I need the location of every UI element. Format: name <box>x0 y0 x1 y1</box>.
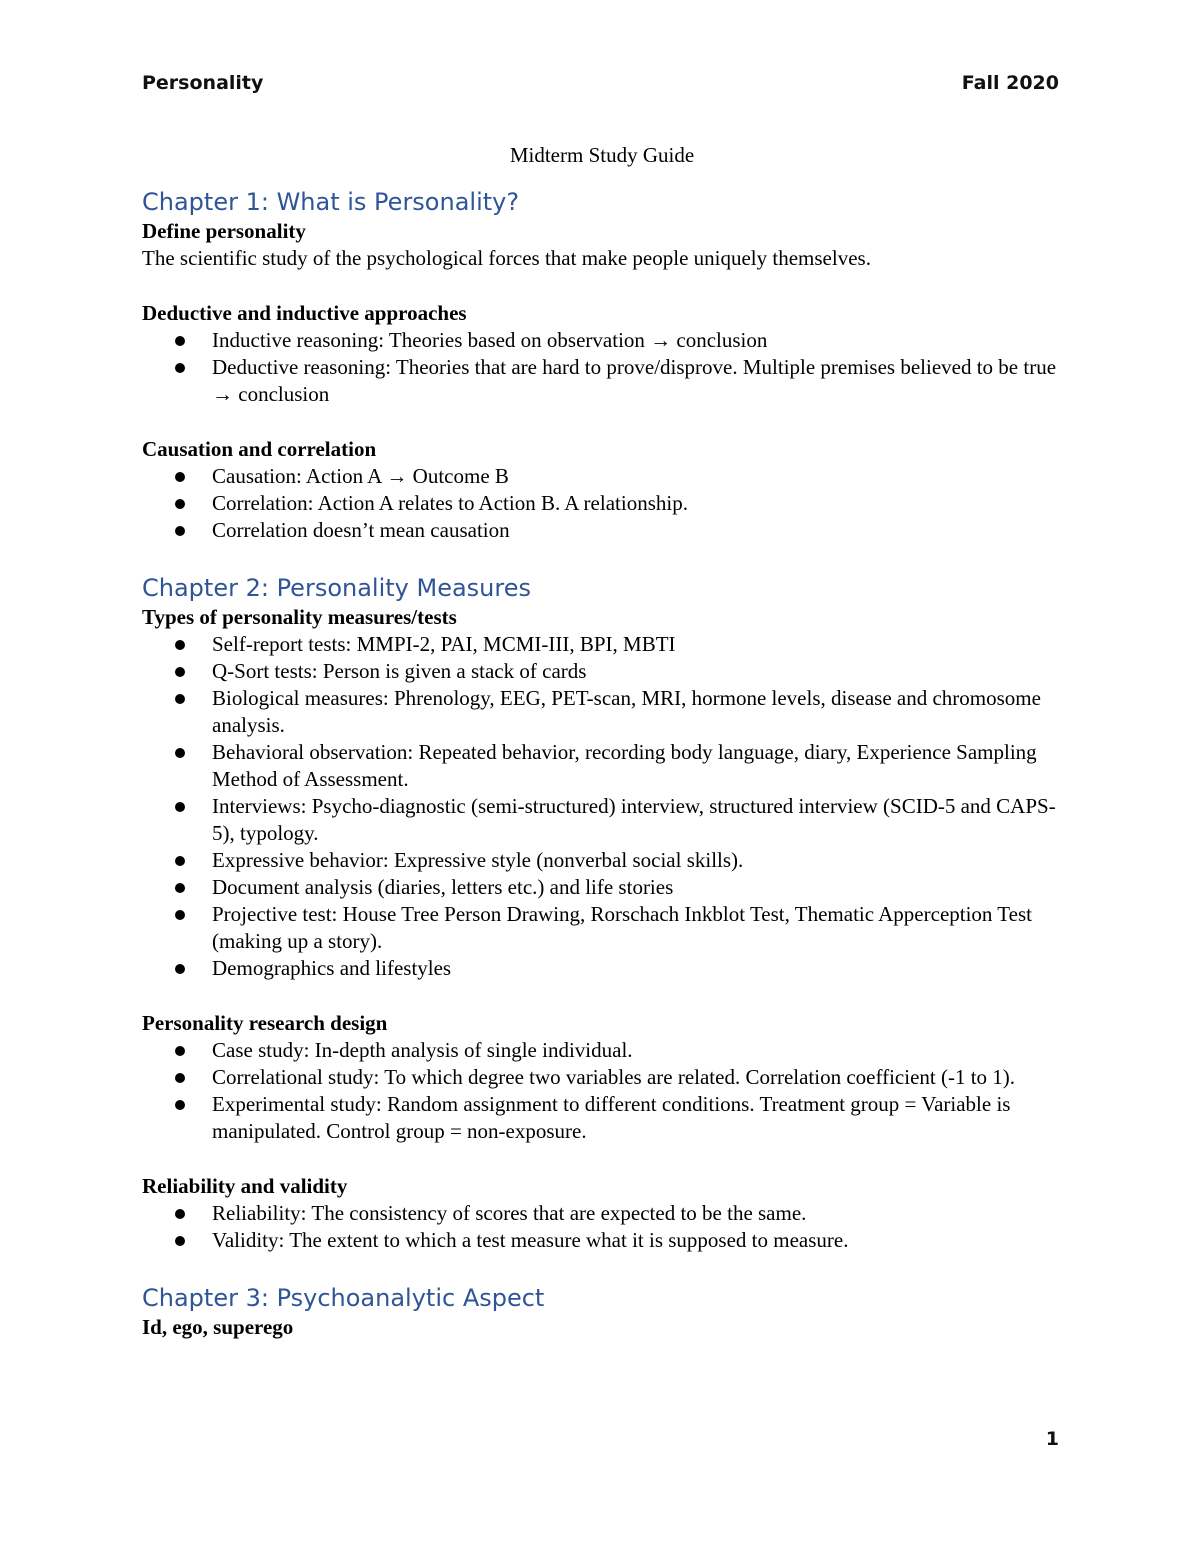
list-item <box>142 490 1062 517</box>
bullet-icon <box>175 856 185 866</box>
bullet-icon <box>175 526 185 536</box>
list-item <box>142 955 1062 982</box>
bullet-icon <box>175 748 185 758</box>
bullet-icon <box>175 694 185 704</box>
bullet-list <box>142 463 1062 544</box>
section-reliability-validity <box>142 1173 1062 1254</box>
section-heading: Id, ego, superego <box>142 1315 294 1339</box>
bullet-icon <box>175 1100 185 1110</box>
bullet-icon <box>175 883 185 893</box>
list-item-text: Biological measures: Phrenology, EEG, PET-scan, MRI, hormone levels, disease and chromosome analysis. <box>212 686 1041 737</box>
chapter-heading: Chapter 2: Personality Measures <box>142 574 532 602</box>
list-item <box>142 847 1062 874</box>
section-heading: Causation and correlation <box>142 437 377 461</box>
bullet-list <box>142 1200 1062 1254</box>
bullet-icon <box>175 1046 185 1056</box>
section-heading: Types of personality measures/tests <box>142 605 457 629</box>
bullet-icon <box>175 472 185 482</box>
list-item <box>142 463 1062 490</box>
page-number: 1 <box>1045 1428 1059 1450</box>
section-types-of-measures <box>142 604 1062 982</box>
chapter-3 <box>142 1282 1062 1341</box>
list-item-text: Self-report tests: MMPI-2, PAI, MCMI-III, BPI, MBTI <box>212 632 676 656</box>
bullet-icon <box>175 336 185 346</box>
list-item <box>142 901 1062 955</box>
list-item <box>142 327 1062 354</box>
section-deductive-inductive <box>142 300 1062 408</box>
document-body <box>142 142 1062 1341</box>
list-item-text: Projective test: House Tree Person Drawing, Rorschach Inkblot Test, Thematic Apperception Test (making up a story). <box>212 902 1032 953</box>
chapter-heading: Chapter 3: Psychoanalytic Aspect <box>142 1284 545 1312</box>
section-heading: Deductive and inductive approaches <box>142 301 467 325</box>
list-item-text: Expressive behavior: Expressive style (nonverbal social skills). <box>212 848 744 872</box>
list-item <box>142 874 1062 901</box>
list-item <box>142 739 1062 793</box>
chapter-heading: Chapter 1: What is Personality? <box>142 188 520 216</box>
list-item <box>142 685 1062 739</box>
list-item-text: Q-Sort tests: Person is given a stack of cards <box>212 659 587 683</box>
list-item-text: Case study: In-depth analysis of single individual. <box>212 1038 633 1062</box>
list-item <box>142 1091 1062 1145</box>
list-item-text: Inductive reasoning: Theories based on observation → conclusion <box>212 328 768 352</box>
document-title: Midterm Study Guide <box>509 143 695 167</box>
list-item-text: Document analysis (diaries, letters etc.) and life stories <box>212 875 674 899</box>
list-item-text: Demographics and lifestyles <box>212 956 452 980</box>
bullet-icon <box>175 667 185 677</box>
section-define-personality <box>142 218 1062 272</box>
bullet-list <box>142 631 1062 982</box>
bullet-icon <box>175 363 185 373</box>
list-item-text: Validity: The extent to which a test measure what it is supposed to measure. <box>212 1228 849 1252</box>
header-term: Fall 2020 <box>961 72 1059 94</box>
bullet-list <box>142 1037 1062 1145</box>
list-item <box>142 793 1062 847</box>
list-item-text: Correlational study: To which degree two variables are related. Correlation coefficient (-1 to 1). <box>212 1065 1016 1089</box>
list-item <box>142 1064 1062 1091</box>
section-heading: Define personality <box>142 219 306 243</box>
chapter-1 <box>142 186 1062 544</box>
section-heading: Personality research design <box>142 1011 388 1035</box>
list-item <box>142 1227 1062 1254</box>
list-item-text: Causation: Action A → Outcome B <box>212 464 509 488</box>
list-item-text: Behavioral observation: Repeated behavior, recording body language, diary, Experience Sampling Method of Assessment. <box>212 740 1037 791</box>
list-item-text: Correlation: Action A relates to Action B. A relationship. <box>212 491 688 515</box>
bullet-icon <box>175 910 185 920</box>
bullet-list <box>142 327 1062 408</box>
bullet-icon <box>175 1073 185 1083</box>
list-item <box>142 354 1062 408</box>
section-heading: Reliability and validity <box>142 1174 348 1198</box>
list-item-text: Experimental study: Random assignment to different conditions. Treatment group = Variable is manipulated. Control group = non-exposure. <box>212 1092 1011 1143</box>
list-item-text: Correlation doesn’t mean causation <box>212 518 510 542</box>
bullet-icon <box>175 964 185 974</box>
list-item-text: Reliability: The consistency of scores that are expected to be the same. <box>212 1201 807 1225</box>
list-item <box>142 1200 1062 1227</box>
bullet-icon <box>175 1209 185 1219</box>
section-research-design <box>142 1010 1062 1145</box>
chapter-2 <box>142 572 1062 1254</box>
list-item <box>142 1037 1062 1064</box>
list-item <box>142 517 1062 544</box>
header-course-name: Personality <box>142 72 264 94</box>
section-id-ego-superego <box>142 1314 1062 1341</box>
bullet-icon <box>175 499 185 509</box>
bullet-icon <box>175 640 185 650</box>
list-item <box>142 631 1062 658</box>
list-item-text: Deductive reasoning: Theories that are hard to prove/disprove. Multiple premises believed to be true → conclusion <box>212 355 1057 406</box>
list-item <box>142 658 1062 685</box>
bullet-icon <box>175 1236 185 1246</box>
section-text: The scientific study of the psychological forces that make people uniquely themselves. <box>142 246 871 270</box>
list-item-text: Interviews: Psycho-diagnostic (semi-structured) interview, structured interview (SCID-5 and CAPS-5), typology. <box>212 794 1056 845</box>
section-causation-correlation <box>142 436 1062 544</box>
bullet-icon <box>175 802 185 812</box>
